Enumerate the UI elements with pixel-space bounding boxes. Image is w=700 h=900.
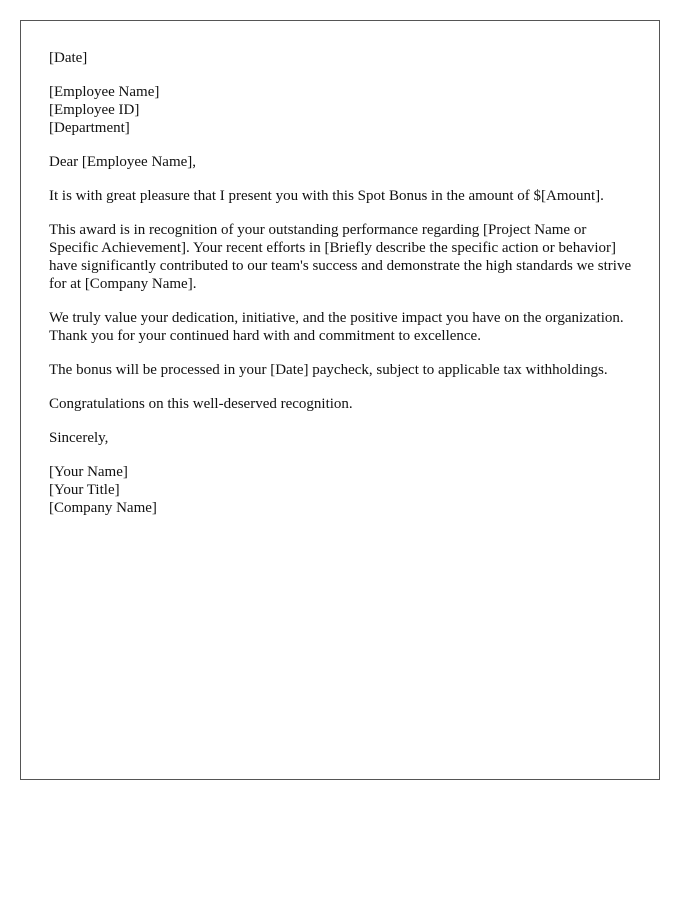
closing: Sincerely,: [49, 430, 109, 446]
signature-block: [49, 463, 633, 517]
recipient-block: [49, 83, 633, 137]
salutation: Dear [Employee Name],: [49, 154, 197, 170]
paragraph-congratulations: Congratulations on this well-deserved recognition.: [49, 396, 353, 412]
paragraph-bonus-amount: It is with great pleasure that I present you with this Spot Bonus in the amount of $[Amount].: [49, 188, 604, 204]
letter-page: [20, 20, 660, 780]
paragraph-recognition: This award is in recognition of your outstanding performance regarding [Project Name or Specific Achievement]. Your recent efforts in [Briefly describe the specific action or behavior] have significantly contributed to our team's success and demonstrate the high standards we strive for at [Company Name].: [49, 222, 632, 292]
paragraph-appreciation: We truly value your dedication, initiative, and the positive impact you have on the organization. Thank you for your continued hard with and commitment to excellence.: [49, 310, 624, 344]
signature-title: [Your Title]: [49, 482, 120, 498]
signature-name: [Your Name]: [49, 464, 128, 480]
date-block: [49, 49, 633, 67]
letter-date: [Date]: [49, 50, 88, 66]
paragraph-processing: The bonus will be processed in your [Date] paycheck, subject to applicable tax withholdings.: [49, 362, 608, 378]
recipient-department: [Department]: [49, 120, 130, 136]
salutation-block: [49, 153, 633, 171]
recipient-id: [Employee ID]: [49, 102, 140, 118]
letter-body: [49, 49, 633, 533]
closing-block: [49, 429, 633, 447]
signature-company: [Company Name]: [49, 500, 157, 516]
recipient-name: [Employee Name]: [49, 84, 160, 100]
